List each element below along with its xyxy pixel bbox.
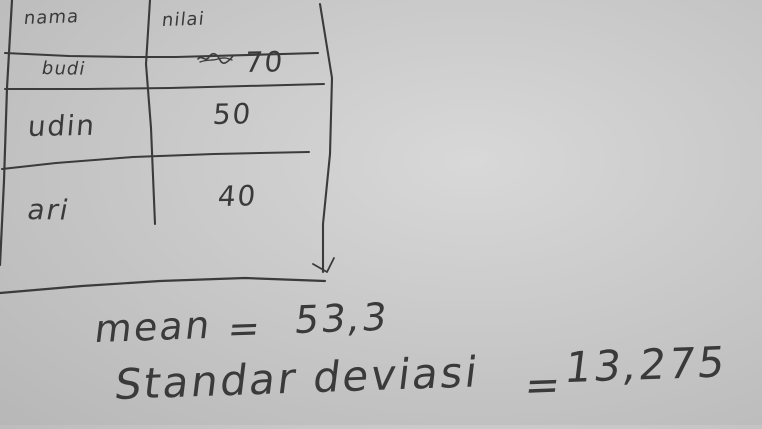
scribble-mark bbox=[196, 51, 236, 65]
row-3-name: ari bbox=[24, 193, 73, 227]
standard-deviation-label: Standar deviasi bbox=[111, 347, 483, 410]
standard-deviation-equals-sign: = bbox=[521, 359, 566, 411]
header-name-label: nama bbox=[22, 6, 81, 30]
row-2-score: 50 bbox=[211, 97, 254, 132]
row-1-score: 70 bbox=[243, 45, 286, 80]
table-row-separator-1 bbox=[5, 84, 324, 89]
row-2-name: udin bbox=[26, 108, 98, 144]
mean-equals-sign: = bbox=[225, 305, 265, 352]
table-column-divider bbox=[146, 0, 155, 224]
row-3-score: 40 bbox=[216, 179, 259, 214]
standard-deviation-value: 13,275 bbox=[561, 337, 731, 393]
header-score-label: nilai bbox=[160, 8, 206, 32]
table-right-border bbox=[320, 4, 332, 272]
mean-label: mean bbox=[92, 302, 215, 352]
table-bottom-border bbox=[0, 278, 325, 293]
mean-value: 53,3 bbox=[292, 294, 392, 343]
table-row-separator-2 bbox=[2, 152, 309, 169]
row-1-name: budi bbox=[39, 58, 88, 80]
table-left-border bbox=[0, 0, 12, 265]
